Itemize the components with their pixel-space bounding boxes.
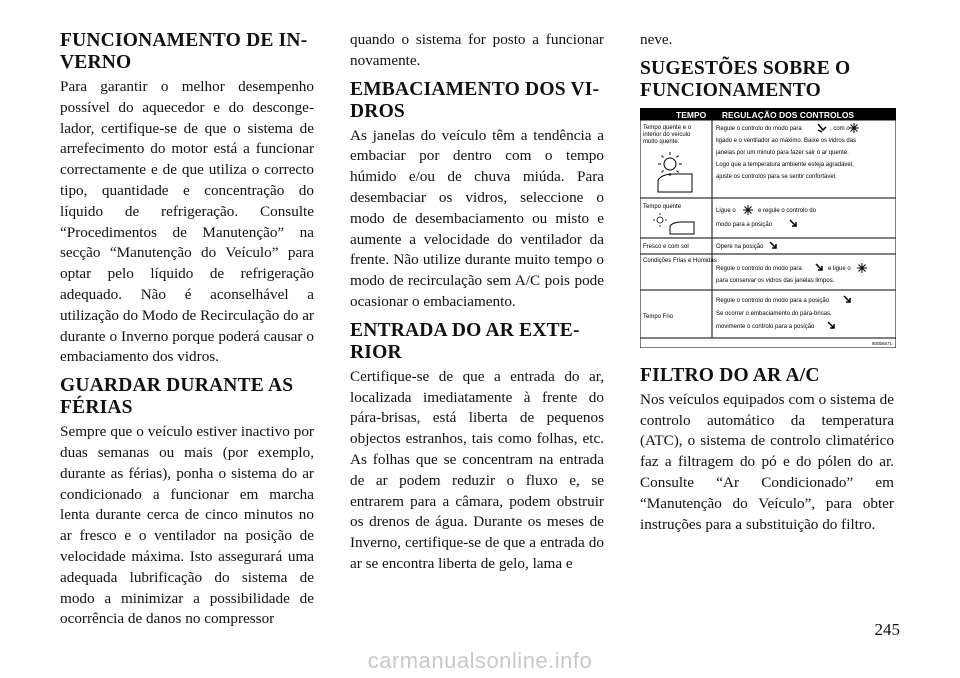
row2-right-1b: e regule o controlo do — [758, 207, 817, 214]
row1-left-3: muito quente. — [643, 138, 680, 145]
column-1 — [60, 30, 314, 657]
page-number: 245 — [874, 620, 900, 639]
paragraph-intake: Certifique-se de que a entrada do ar, localizada imediatamente à frente do pára-brisas, está liberta de pequenos objectos estranhos, tais como folhas, etc. As folhas que se concentram na entrada de ar podem reduzir o fluxo e, se entrarem para a câmara, podem obstruir os drenos de água. Durante os meses de Inverno, certifique-se de que a entrada do ar se encontra liberta de gelo, lama e — [350, 367, 604, 572]
row5-left: Tempo Frio — [643, 313, 674, 320]
row1-right-1a: Regule o controlo do modo para — [716, 125, 802, 132]
figure-code: 800b6571 — [871, 340, 892, 346]
row4-right-1a: Regule o controlo do modo para — [716, 265, 802, 272]
row1-right-1b: , com o — [830, 125, 850, 132]
ac-snowflake-icon-3 — [857, 263, 867, 273]
row4-left: Condições Frias e Húmidas — [643, 257, 717, 264]
heading-intake: ENTRADA DO AR EXTERIOR — [350, 319, 580, 363]
heading-winter: FUNCIONAMENTO DE INVERNO — [60, 30, 308, 73]
table-header-left: TEMPO — [676, 109, 707, 120]
row2-right-2: modo para a posição — [716, 221, 773, 228]
ac-snowflake-icon — [849, 123, 859, 133]
paragraph-intake-cont: neve. — [640, 31, 673, 48]
column-2 — [350, 30, 604, 584]
heading-filter: FILTRO DO AR A/C — [640, 364, 820, 386]
row1-left-1: Tempo quente e o — [643, 124, 692, 131]
paragraph-fogging: As janelas do veículo têm a tendência a embaciar por dentro com o tempo húmido e/ou de chuva miúda. Para desembaciar os vidros, seleccione o modo de desembaciamento ou misto e aumente a velocidade do ventilador da frente. Não utilize durante muito tempo o modo de recirculação sem A/C pois pode ocasionar o embaciamento. — [350, 126, 604, 310]
row5-right-1: Regule o controlo do modo para a posição — [716, 297, 830, 304]
row1-left-2: interior do veículo — [643, 131, 691, 138]
row1-right-4: Logo que a temperatura ambiente esteja agradável, — [716, 161, 854, 168]
table-header-right: REGULAÇÃO DOS CONTROLOS — [721, 109, 855, 120]
row5-right-2: Se ocorrer o embaciamento do pára-brisas, — [716, 310, 832, 317]
row5-right-3: movimente o controlo para a posição — [716, 323, 815, 330]
row2-right-1a: Ligue o — [716, 207, 736, 214]
heading-tips: SUGESTÕES SOBRE O FUNCIONAMENTO — [640, 57, 851, 101]
controls-table — [640, 108, 896, 353]
row1-right-2: ligado e o ventilador ao máximo. Baixe os vidros das — [716, 137, 857, 144]
paragraph-vacation-cont: quando o sistema for posto a funcionar novamente. — [350, 31, 604, 69]
row3-right: Opere na posição — [716, 243, 764, 250]
heading-fogging: EMBACIAMENTO DOS VIDROS — [350, 78, 600, 122]
controls-table-figure — [640, 108, 896, 348]
row1-right-5: ajuste os controlos para se sentir confortável. — [716, 173, 837, 180]
ac-snowflake-icon-2 — [743, 205, 753, 215]
row3-left: Fresco e com sol — [643, 243, 689, 250]
paragraph-winter: Para garantir o melhor desempenho possível do aquecedor e do descongelador, certifique-se de que o sistema de arrefecimento do motor está a funcionar correctamente e de que utiliza o correcto tipo, quantidade e concentração do líquido de refrigeração. Consulte “Procedimentos de Manutenção” na secção “Manutenção do Veículo” para optar pelo líquido de refrigeração adequado. Não é aconselhável a utilização do Modo de Recirculação do ar durante o Inverno porque poderá causar o embaciamento dos vidros. — [60, 78, 314, 366]
heading-vacation: GUARDAR DURANTE AS FÉRIAS — [60, 375, 294, 419]
row2-left: Tempo quente — [643, 203, 682, 210]
column-3 — [640, 30, 894, 542]
row1-right-3: janelas por um minuto para fazer sair o ar quente. — [716, 149, 849, 156]
watermark: carmanualsonline.info — [367, 648, 593, 673]
paragraph-vacation: Sempre que o veículo estiver inactivo por duas semanas ou mais (por exemplo, durante as férias), ponha o sistema do ar condicionado a funcionar em marcha lenta durante cerca de cinco minutos no ar fresco e o ventilador na posição de velocidade máxima. Isto assegurará uma adequada lubrificação do sistema de modo a minimizar a possibilidade de ocorrência de danos no compressor — [60, 423, 314, 628]
paragraph-filter: Nos veículos equipados com o sistema de controlo automático da temperatura (ATC), o sistema de controlo climatérico faz a filtragem do pó e do pólen do ar. Consulte “Ar Condicionado” em “Manutenção do Veículo”, para obter instruções para a substituição do filtro. — [640, 390, 894, 533]
row4-right-2: para conservar os vidros das janelas limpos. — [716, 277, 835, 284]
row4-right-1b: e ligue o — [828, 265, 851, 272]
